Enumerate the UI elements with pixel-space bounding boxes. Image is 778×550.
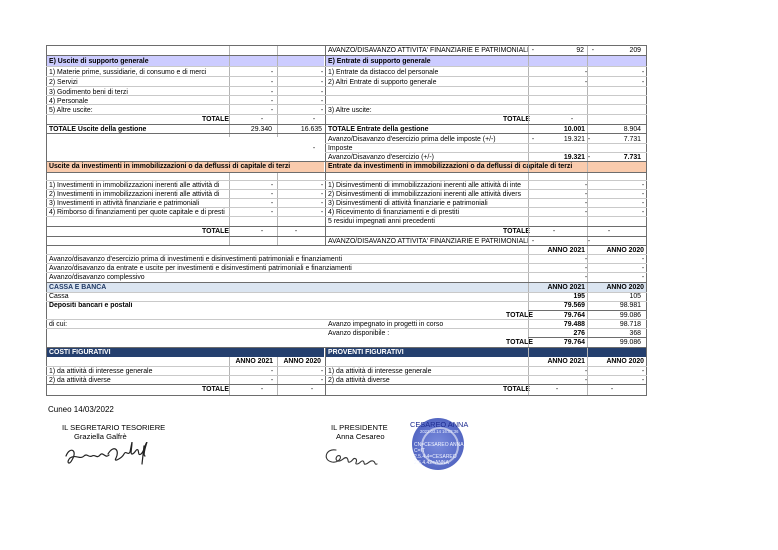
president-name: Anna Cesareo: [336, 432, 385, 441]
dash: -: [570, 116, 574, 123]
grid-line: [46, 263, 647, 264]
investments-right-header: Entrate da investimenti in immobilizzazioni o da deflussi di capitale di terzi: [328, 163, 573, 170]
dash: -: [641, 256, 645, 263]
grid-line: [46, 216, 647, 217]
grid-line: [46, 86, 647, 87]
secretary-role: IL SEGRETARIO TESORIERE: [62, 423, 166, 432]
grid-line: [46, 124, 647, 125]
cassa-anno-2021: ANNO 2021: [547, 284, 585, 291]
grid-line: [46, 45, 47, 396]
grid-line: [46, 301, 647, 302]
dash: -: [294, 228, 298, 235]
impegnato-2021: 79.488: [563, 321, 585, 328]
right-total-gestione-2021: 10.001: [563, 126, 585, 133]
grid-line: [46, 66, 647, 67]
section-e-right-item: 3) Altre uscite:: [328, 107, 372, 114]
proventi-header: PROVENTI FIGURATIVI: [328, 349, 404, 356]
proventi-item: 2) da attività diverse: [328, 377, 390, 384]
cassa-2021: 195: [573, 293, 585, 300]
disponibile-2020: 368: [629, 330, 641, 337]
depositi-2021: 79.569: [563, 302, 585, 309]
dash: -: [587, 238, 591, 245]
grid-line: [46, 95, 647, 96]
dash: -: [641, 368, 645, 375]
costi-anno-2021: ANNO 2021: [235, 358, 273, 365]
cassa-header: CASSA E BANCA: [49, 284, 107, 291]
grid-line: [277, 172, 278, 245]
cassa-totale2-label: TOTALE: [506, 339, 533, 346]
dash: -: [270, 98, 274, 105]
grid-line: [46, 104, 647, 105]
left-total-gestione-2021: 29.340: [250, 126, 272, 133]
stamp-line: 2.5.4.42=ANNA: [414, 460, 449, 466]
right-total-gestione-2020: 8.904: [623, 126, 641, 133]
grid-line: [46, 180, 647, 181]
grid-line: [46, 272, 647, 273]
section-e-right-item: 2) Altri Entrate di supporto generale: [328, 79, 437, 86]
dash: -: [607, 228, 611, 235]
cassa-anno-2020: ANNO 2020: [606, 284, 644, 291]
grid-line: [46, 254, 647, 255]
esercizio-2021: 19.321: [563, 154, 585, 161]
grid-line: [46, 245, 647, 246]
investments-right-item: 1) Disinvestimenti di immobilizzazioni inerenti alle attività di inte: [328, 182, 522, 189]
esercizio-2020: 7.731: [623, 154, 641, 161]
cassa-totale2-2020: 99.086: [619, 339, 641, 346]
grid-line: [325, 152, 647, 153]
dash: -: [610, 386, 614, 393]
stamp-name: CESAREO ANNA: [410, 420, 469, 429]
dash: -: [260, 228, 264, 235]
dash: -: [312, 145, 316, 152]
investments-right-item: 4) Ricevimento di finanziamenti e di prestiti: [328, 209, 459, 216]
grid-line: [46, 198, 647, 199]
summary-row: Avanzo/disavanzo d'esercizio prima di investimenti e disinvestimenti patrimoniali e finanziamenti: [49, 256, 343, 263]
dash: -: [641, 79, 645, 86]
imposte-label: Imposte: [328, 145, 353, 152]
dash: -: [584, 256, 588, 263]
grid-line: [46, 384, 647, 385]
cassa-2020: 105: [629, 293, 641, 300]
cassa-totale2-2021: 79.764: [563, 339, 585, 346]
investments-right-item: 2) Disinvestimenti di immobilizzazioni inerenti alle attività divers: [328, 191, 522, 198]
grid-line: [46, 319, 647, 320]
section-e-left-totale: TOTALE: [202, 116, 229, 123]
top-avanzo-label: AVANZO/DISAVANZO ATTIVITA' FINANZIARIE E PATRIMONIALI: [328, 47, 529, 54]
dash: -: [270, 368, 274, 375]
dash: -: [320, 69, 324, 76]
summary-anno-2020: ANNO 2020: [606, 247, 644, 254]
section-e-left-item: 3) Godimento beni di terzi: [49, 89, 128, 96]
costi-item: 2) da attività diverse: [49, 377, 111, 384]
dash: -: [320, 89, 324, 96]
grid-line: [46, 282, 647, 283]
stamp-line: C=IT: [414, 448, 425, 454]
grid-line: [277, 357, 278, 396]
dash: -: [552, 228, 556, 235]
dash: -: [641, 200, 645, 207]
grid-line: [325, 347, 326, 396]
section-e-right-totale: TOTALE: [503, 116, 530, 123]
pre-tax-label: Avanzo/Disavanzo d'esercizio prima delle imposte (+/-): [328, 136, 496, 143]
dash: -: [584, 274, 588, 281]
cassa-totale-label: TOTALE: [506, 312, 533, 319]
dash: -: [320, 98, 324, 105]
dash: -: [555, 386, 559, 393]
investments-right-item: 5 residui impegnati anni precedenti: [328, 218, 435, 225]
top-val-2021: 92: [576, 47, 584, 54]
grid-line: [587, 45, 588, 396]
investments-left-item: 1) Investimenti in immobilizzazioni inerenti alle attività di: [49, 182, 220, 189]
grid-line: [46, 347, 647, 348]
dash: -: [584, 69, 588, 76]
esercizio-label: Avanzo/Disavanzo d'esercizio (+/-): [328, 154, 434, 161]
grid-line: [46, 226, 647, 227]
grid-line: [528, 337, 647, 338]
di-cui-label: di cui:: [49, 321, 68, 328]
dash: -: [270, 107, 274, 114]
disponibile-label: Avanzo disponibile :: [328, 330, 390, 337]
dash: -: [270, 182, 274, 189]
grid-line: [325, 45, 326, 245]
right-total-gestione-label: TOTALE Entrate della gestione: [328, 126, 429, 133]
dash: -: [531, 238, 535, 245]
dash: -: [531, 136, 535, 143]
grid-line: [46, 114, 647, 115]
secretary-signature: [62, 442, 160, 468]
dash: -: [320, 182, 324, 189]
top-dash-b: -: [591, 47, 594, 54]
grid-line: [46, 133, 647, 134]
dash: -: [587, 136, 591, 143]
proventi-anno-2021: ANNO 2021: [547, 358, 585, 365]
dash: -: [270, 209, 274, 216]
disponibile-2021: 276: [573, 330, 585, 337]
investments-left-item: 3) Investimenti in attività finanziarie e patrimoniali: [49, 200, 200, 207]
dash: -: [584, 368, 588, 375]
dash: -: [320, 79, 324, 86]
costi-anno-2020: ANNO 2020: [283, 358, 321, 365]
dash: -: [584, 265, 588, 272]
investments-right-item: 3) Disinvestimenti di attività finanziarie e patrimoniali: [328, 200, 488, 207]
dash: -: [641, 182, 645, 189]
president-role: IL PRESIDENTE: [331, 423, 388, 432]
grid-line: [46, 45, 647, 46]
dash: -: [584, 191, 588, 198]
grid-line: [528, 45, 529, 396]
investments-right-totale: TOTALE: [503, 228, 530, 235]
dash: -: [584, 182, 588, 189]
cassa-totale-2021: 79.764: [563, 312, 585, 319]
place-date: Cuneo 14/03/2022: [48, 405, 114, 414]
secretary-name: Graziella Galfrè: [74, 432, 127, 441]
grid-line: [46, 292, 647, 293]
grid-line: [325, 143, 647, 144]
impegnato-2020: 98.718: [619, 321, 641, 328]
dash: -: [641, 191, 645, 198]
dash: -: [270, 191, 274, 198]
dash: -: [587, 154, 591, 161]
costi-item: 1) da attività di interesse generale: [49, 368, 153, 375]
bottom-avanzo-label: AVANZO/DISAVANZO ATTIVITA' FINANZIARIE E PATRIMONIALI: [328, 238, 529, 245]
grid-line: [46, 375, 647, 376]
summary-row: Avanzo/disavanzo complessivo: [49, 274, 145, 281]
section-e-left-item: 4) Personale: [49, 98, 89, 105]
investments-left-item: 2) Investimenti in immobilizzazioni inerenti alle attività di: [49, 191, 220, 198]
section-e-left-item: 2) Servizi: [49, 79, 78, 86]
summary-anno-2021: ANNO 2021: [547, 247, 585, 254]
grid-line: [46, 236, 647, 237]
dash: -: [641, 265, 645, 272]
grid-line: [46, 366, 647, 367]
dash: -: [320, 377, 324, 384]
summary-row: Avanzo/disavanzo da entrate e uscite per investimenti e disinvestimenti patrimoniali e finanziamenti: [49, 265, 352, 272]
dash: -: [320, 209, 324, 216]
dash: -: [270, 89, 274, 96]
stamp-date: 2022.03.14 16:03:36: [420, 429, 459, 434]
president-signature: [322, 444, 388, 466]
dash: -: [320, 368, 324, 375]
top-dash-a: -: [531, 47, 534, 54]
dash: -: [584, 200, 588, 207]
dash: -: [641, 209, 645, 216]
grid-line: [646, 45, 647, 396]
cassa-totale-2020: 99.086: [619, 312, 641, 319]
dash: -: [260, 116, 264, 123]
grid-line: [46, 328, 647, 329]
grid-line: [46, 172, 647, 173]
dash: -: [310, 386, 314, 393]
dash: -: [641, 274, 645, 281]
proventi-anno-2020: ANNO 2020: [606, 358, 644, 365]
dash: -: [270, 200, 274, 207]
grid-line: [46, 55, 647, 56]
dash: -: [320, 107, 324, 114]
dash: -: [270, 377, 274, 384]
section-e-right-header: E) Entrate di supporto generale: [328, 58, 431, 65]
grid-line: [46, 161, 647, 162]
cassa-label: Cassa: [49, 293, 69, 300]
grid-line: [229, 172, 230, 245]
investments-left-totale: TOTALE: [202, 228, 229, 235]
grid-line: [46, 189, 647, 190]
stamp-line: CN=CESAREO ANNA: [414, 442, 464, 448]
stamp-line: 2.5.4.4=CESAREO: [414, 454, 457, 460]
grid-line: [46, 395, 647, 396]
grid-line: [528, 310, 647, 311]
left-total-gestione-label: TOTALE Uscite della gestione: [49, 126, 147, 133]
section-e-left-item: 5) Altre uscite:: [49, 107, 93, 114]
top-val-2020: 209: [629, 47, 641, 54]
dash: -: [641, 377, 645, 384]
dash: -: [584, 79, 588, 86]
left-total-gestione-2020: 16.635: [300, 126, 322, 133]
investments-left-item: 4) Rimborso di finanziamenti per quote capitale e di presti: [49, 209, 225, 216]
costi-header: COSTI FIGURATIVI: [49, 349, 111, 356]
proventi-totale-label: TOTALE: [503, 386, 530, 393]
dash: -: [320, 191, 324, 198]
grid-line: [229, 357, 230, 396]
dash: -: [270, 79, 274, 86]
dash: -: [584, 377, 588, 384]
dash: -: [584, 209, 588, 216]
section-e-right-item: 1) Entrate da distacco del personale: [328, 69, 439, 76]
proventi-item: 1) da attività di interesse generale: [328, 368, 432, 375]
dash: -: [260, 386, 264, 393]
impegnato-label: Avanzo impegnato in progetti in corso: [328, 321, 444, 328]
grid-line: [46, 76, 647, 77]
pre-tax-2020: 7.731: [623, 136, 641, 143]
dash: -: [641, 69, 645, 76]
depositi-label: Depositi bancari e postali: [49, 302, 133, 309]
dash: -: [312, 116, 316, 123]
dash: -: [270, 69, 274, 76]
investments-left-header: Uscite da investimenti in immobilizzazioni o da deflussi di capitale di terzi: [49, 163, 291, 170]
costi-totale-label: TOTALE: [202, 386, 229, 393]
depositi-2020: 98.981: [619, 302, 641, 309]
pre-tax-2021: 19.321: [563, 136, 585, 143]
grid-line: [46, 207, 647, 208]
dash: -: [320, 200, 324, 207]
section-e-left-header: E) Uscite di supporto generale: [49, 58, 149, 65]
section-e-left-item: 1) Materie prime, sussidiarie, di consumo e di merci: [49, 69, 207, 76]
